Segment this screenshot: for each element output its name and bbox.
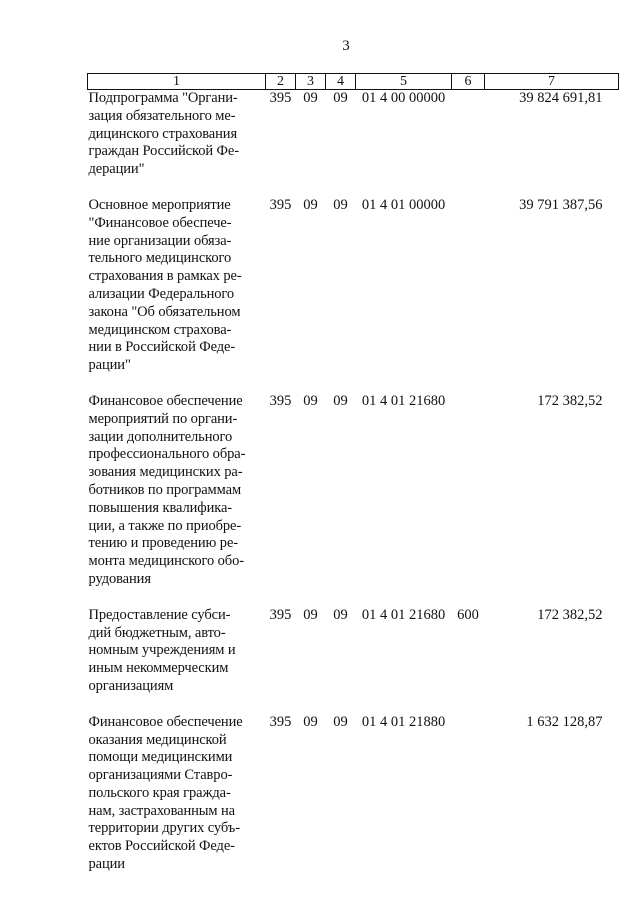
row-name-line: номным учреждениям и (88, 642, 236, 659)
section-code-cell: 09 (303, 392, 318, 409)
row-name-line: граждан Российской Фе- (88, 143, 239, 160)
column-header: 5 (356, 74, 452, 90)
section-code-cell: 09 (303, 606, 318, 623)
expense-type-cell (452, 90, 485, 179)
row-name-line: профессионального обра- (88, 446, 246, 463)
row-name-line: монта медицинского обо- (88, 553, 244, 570)
row-name (88, 714, 266, 874)
row-name-line: закона "Об обязательном (88, 303, 241, 320)
expense-type-cell: 600 (457, 606, 479, 623)
row-name-line: Основное мероприятие (88, 196, 231, 213)
row-name-line: рудования (88, 570, 151, 587)
row-name-line: Предоставление субси- (88, 606, 231, 623)
expense-type-cell (452, 197, 485, 375)
row-name-line: Подпрограмма "Органи- (88, 90, 238, 106)
row-name-line: Финансовое обеспечение (88, 392, 243, 409)
row-name-line: тельного медицинского (88, 250, 232, 267)
subsection-code-cell: 09 (333, 392, 348, 409)
admin-code-cell: 395 (269, 713, 292, 730)
row-name-line: медицинском страхова- (88, 321, 232, 338)
subsection-code-cell: 09 (333, 713, 348, 730)
column-header: 2 (266, 74, 296, 90)
row-name (88, 197, 266, 375)
page-number: 3 (342, 38, 350, 54)
table-header-row (88, 74, 619, 90)
row-spacer-cell (88, 179, 619, 197)
row-spacer (88, 179, 619, 197)
row-name-line: тению и проведению ре- (88, 535, 239, 552)
row-spacer-cell (88, 375, 619, 393)
row-name-line: ектов Российской Феде- (88, 838, 235, 855)
row-name-line: "Финансовое обеспече- (88, 214, 232, 231)
admin-code-cell: 395 (269, 196, 292, 213)
row-name-line: ализации Федерального (88, 285, 235, 302)
row-name-line: нии в Российской Феде- (88, 339, 236, 356)
row-name-line: страхования в рамках ре- (88, 268, 242, 285)
row-name-line: организациям (88, 677, 174, 694)
target-article-cell: 01 4 01 21880 (361, 713, 446, 730)
amount-cell: 172 382,52 (537, 606, 603, 623)
admin-code-cell: 395 (269, 90, 292, 106)
table-row (88, 197, 619, 375)
row-name-line: дий бюджетным, авто- (88, 624, 226, 641)
target-article-cell: 01 4 01 00000 (361, 196, 446, 213)
row-name-line: территории других субъ- (88, 820, 240, 837)
row-name-line: рации (88, 856, 125, 873)
admin-code-cell: 395 (269, 392, 292, 409)
row-name-line: ции, а также по приобре- (88, 517, 242, 534)
row-spacer (88, 696, 619, 714)
section-code-cell: 09 (303, 713, 318, 730)
row-name-line: повышения квалифика- (88, 499, 233, 516)
target-article-cell: 01 4 00 00000 (361, 90, 446, 106)
amount-cell: 39 824 691,81 (519, 90, 603, 106)
table-row (88, 607, 619, 696)
row-name-line: дицинского страхования (88, 125, 238, 142)
table-row (88, 90, 619, 179)
row-name-line: зации дополнительного (88, 428, 233, 445)
admin-code-cell: 395 (269, 606, 292, 623)
row-name-line: оказания медицинской (88, 731, 227, 748)
table-row (88, 393, 619, 589)
column-header: 1 (88, 74, 266, 90)
budget-table (87, 73, 619, 874)
row-name-line: дерации" (88, 161, 145, 178)
table-row (88, 714, 619, 874)
row-name-line: зования медицинских ра- (88, 464, 243, 481)
row-name-line: мероприятий по органи- (88, 410, 238, 427)
amount-cell: 1 632 128,87 (526, 713, 603, 730)
row-name-line: помощи медицинскими (88, 749, 233, 766)
subsection-code-cell: 09 (333, 606, 348, 623)
row-spacer (88, 375, 619, 393)
subsection-code-cell: 09 (333, 196, 348, 213)
column-header: 6 (452, 74, 485, 90)
amount-cell: 39 791 387,56 (519, 196, 603, 213)
table-body (88, 90, 619, 874)
row-spacer-cell (88, 589, 619, 607)
amount-cell: 172 382,52 (537, 392, 603, 409)
expense-type-cell (452, 393, 485, 589)
row-name-line: нам, застрахованным на (88, 802, 236, 819)
row-name-line: рации" (88, 357, 131, 374)
target-article-cell: 01 4 01 21680 (361, 392, 446, 409)
column-header: 3 (296, 74, 326, 90)
column-header: 7 (485, 74, 619, 90)
row-name-line: иным некоммерческим (88, 660, 229, 677)
subsection-code-cell: 09 (333, 90, 348, 106)
row-name-line: зация обязательного ме- (88, 107, 236, 124)
section-code-cell: 09 (303, 90, 318, 106)
row-name-line: польского края гражда- (88, 784, 231, 801)
row-name-line: организациями Ставро- (88, 767, 233, 784)
row-spacer-cell (88, 696, 619, 714)
row-name (88, 90, 266, 179)
row-name (88, 607, 266, 696)
row-name-line: ние организации обяза- (88, 232, 232, 249)
expense-type-cell (452, 714, 485, 874)
row-name (88, 393, 266, 589)
section-code-cell: 09 (303, 196, 318, 213)
row-name-line: Финансовое обеспечение (88, 713, 243, 730)
row-spacer (88, 589, 619, 607)
row-name-line: ботников по программам (88, 481, 242, 498)
column-header: 4 (326, 74, 356, 90)
target-article-cell: 01 4 01 21680 (361, 606, 446, 623)
